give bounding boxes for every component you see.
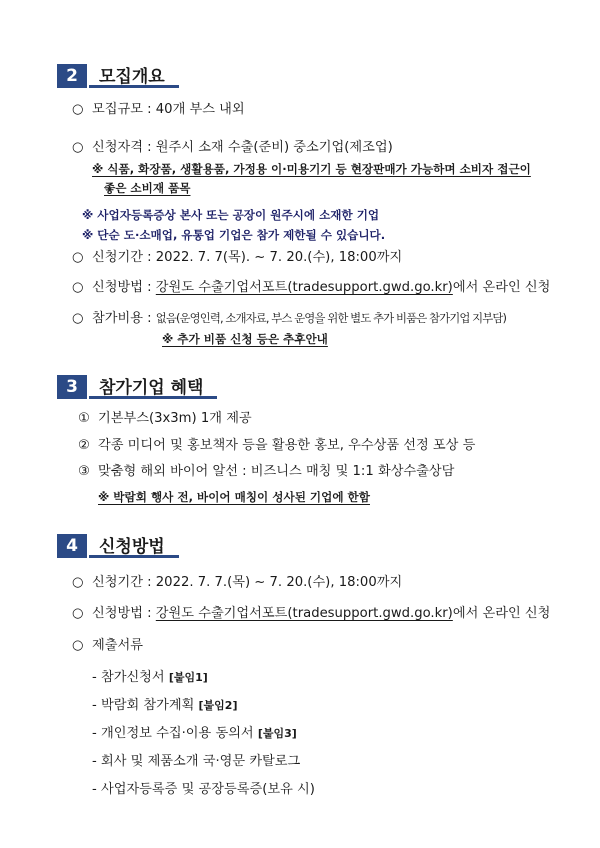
recruit-scale xyxy=(72,101,245,119)
circled-number-3: ③ xyxy=(78,464,90,479)
eligibility-note-2: ※ 사업자등록증상 본사 또는 공장이 원주시에 소재한 기업 xyxy=(82,208,380,222)
circled-number-2: ② xyxy=(78,438,90,453)
dash: - xyxy=(92,726,97,741)
section-2-header xyxy=(57,64,179,88)
doc-item-tag: [붙임1] xyxy=(168,671,208,684)
doc-item-text: 개인정보 수집·이용 동의서 xyxy=(100,726,258,741)
dash: - xyxy=(92,698,97,713)
bullet-circle: ○ xyxy=(72,311,84,326)
benefit-2 xyxy=(78,437,475,455)
tradesupport-link[interactable]: 강원도 수출기업서포트(tradesupport.gwd.go.kr) xyxy=(155,280,453,295)
section-2-title: 모집개요 xyxy=(89,64,179,88)
doc-item xyxy=(92,753,300,771)
s4-application-period xyxy=(72,574,402,592)
section-4-header xyxy=(57,534,179,558)
doc-item-tag: [붙임2] xyxy=(198,699,238,712)
doc-item xyxy=(92,669,208,687)
bullet-circle: ○ xyxy=(72,638,84,653)
doc-item-text: 사업자등록증 및 공장등록증(보유 시) xyxy=(100,782,315,797)
dash: - xyxy=(92,754,97,769)
recruit-scale-text: 모집규모 : 40개 부스 내외 xyxy=(92,102,245,117)
bullet-circle: ○ xyxy=(72,140,84,155)
section-3-number: 3 xyxy=(57,375,87,399)
eligibility-note-1-line-2: 좋은 소비재 품목 xyxy=(104,181,191,195)
circled-number-1: ① xyxy=(78,411,90,426)
doc-item xyxy=(92,725,297,743)
s4-tradesupport-link[interactable]: 강원도 수출기업서포트(tradesupport.gwd.go.kr) xyxy=(155,606,453,621)
doc-item xyxy=(92,781,315,799)
method-suffix: 에서 온라인 신청 xyxy=(452,280,551,295)
doc-item-text: 박람회 참가계획 xyxy=(100,698,199,713)
s4-method-prefix: 신청방법 : xyxy=(92,606,156,621)
eligibility-note-3: ※ 단순 도·소매업, 유통업 기업은 참가 제한될 수 있습니다. xyxy=(82,228,386,242)
s4-method-suffix: 에서 온라인 신청 xyxy=(452,606,551,621)
cost-value: 없음(운영인력, 소개자료, 부스 운영을 위한 별도 추가 비품은 참가기업 지부담) xyxy=(155,311,507,325)
application-period-text: 신청기간 : 2022. 7. 7(목). ~ 7. 20.(수), 18:00까지 xyxy=(92,250,403,265)
dash: - xyxy=(92,782,97,797)
bullet-circle: ○ xyxy=(72,606,84,621)
section-2-number: 2 xyxy=(57,64,87,88)
eligibility-note-1-line-1: ※ 식품, 화장품, 생활용품, 가정용 이·미용기기 등 현장판매가 가능하며 소비자 접근이 xyxy=(92,162,531,176)
cost-note: ※ 추가 비품 신청 등은 추후안내 xyxy=(162,332,328,346)
benefit-2-text: 각종 미디어 및 홍보책자 등을 활용한 홍보, 우수상품 선정 포상 등 xyxy=(98,438,476,453)
section-3-title: 참가기업 혜택 xyxy=(89,375,217,399)
benefit-3 xyxy=(78,463,454,481)
cost-prefix: 참가비용 : xyxy=(92,311,156,326)
eligibility xyxy=(72,139,393,157)
benefit-3-text: 맞춤형 해외 바이어 알선 : 비즈니스 매칭 및 1:1 화상수출상담 xyxy=(98,464,455,479)
bullet-circle: ○ xyxy=(72,102,84,117)
bullet-circle: ○ xyxy=(72,280,84,295)
application-method xyxy=(72,279,550,297)
submission-docs-title: 제출서류 xyxy=(92,638,143,653)
submission-docs xyxy=(72,637,143,655)
method-prefix: 신청방법 : xyxy=(92,280,156,295)
doc-item-text: 참가신청서 xyxy=(100,670,169,685)
benefit-1 xyxy=(78,410,252,428)
application-period xyxy=(72,249,402,267)
section-4-number: 4 xyxy=(57,534,87,558)
dash: - xyxy=(92,670,97,685)
benefit-note: ※ 박람회 행사 전, 바이어 매칭이 성사된 기업에 한함 xyxy=(98,490,370,504)
s4-application-method xyxy=(72,605,550,623)
doc-item xyxy=(92,697,238,715)
participation-cost xyxy=(72,309,506,328)
bullet-circle: ○ xyxy=(72,250,84,265)
benefit-1-text: 기본부스(3x3m) 1개 제공 xyxy=(98,411,252,426)
doc-item-text: 회사 및 제품소개 국·영문 카탈로그 xyxy=(100,754,301,769)
eligibility-text: 신청자격 : 원주시 소재 수출(준비) 중소기업(제조업) xyxy=(92,140,393,155)
bullet-circle: ○ xyxy=(72,575,84,590)
s4-period-text: 신청기간 : 2022. 7. 7.(목) ~ 7. 20.(수), 18:00까지 xyxy=(92,575,403,590)
section-3-header xyxy=(57,375,217,399)
doc-item-tag: [붙임3] xyxy=(257,727,297,740)
section-4-title: 신청방법 xyxy=(89,534,179,558)
